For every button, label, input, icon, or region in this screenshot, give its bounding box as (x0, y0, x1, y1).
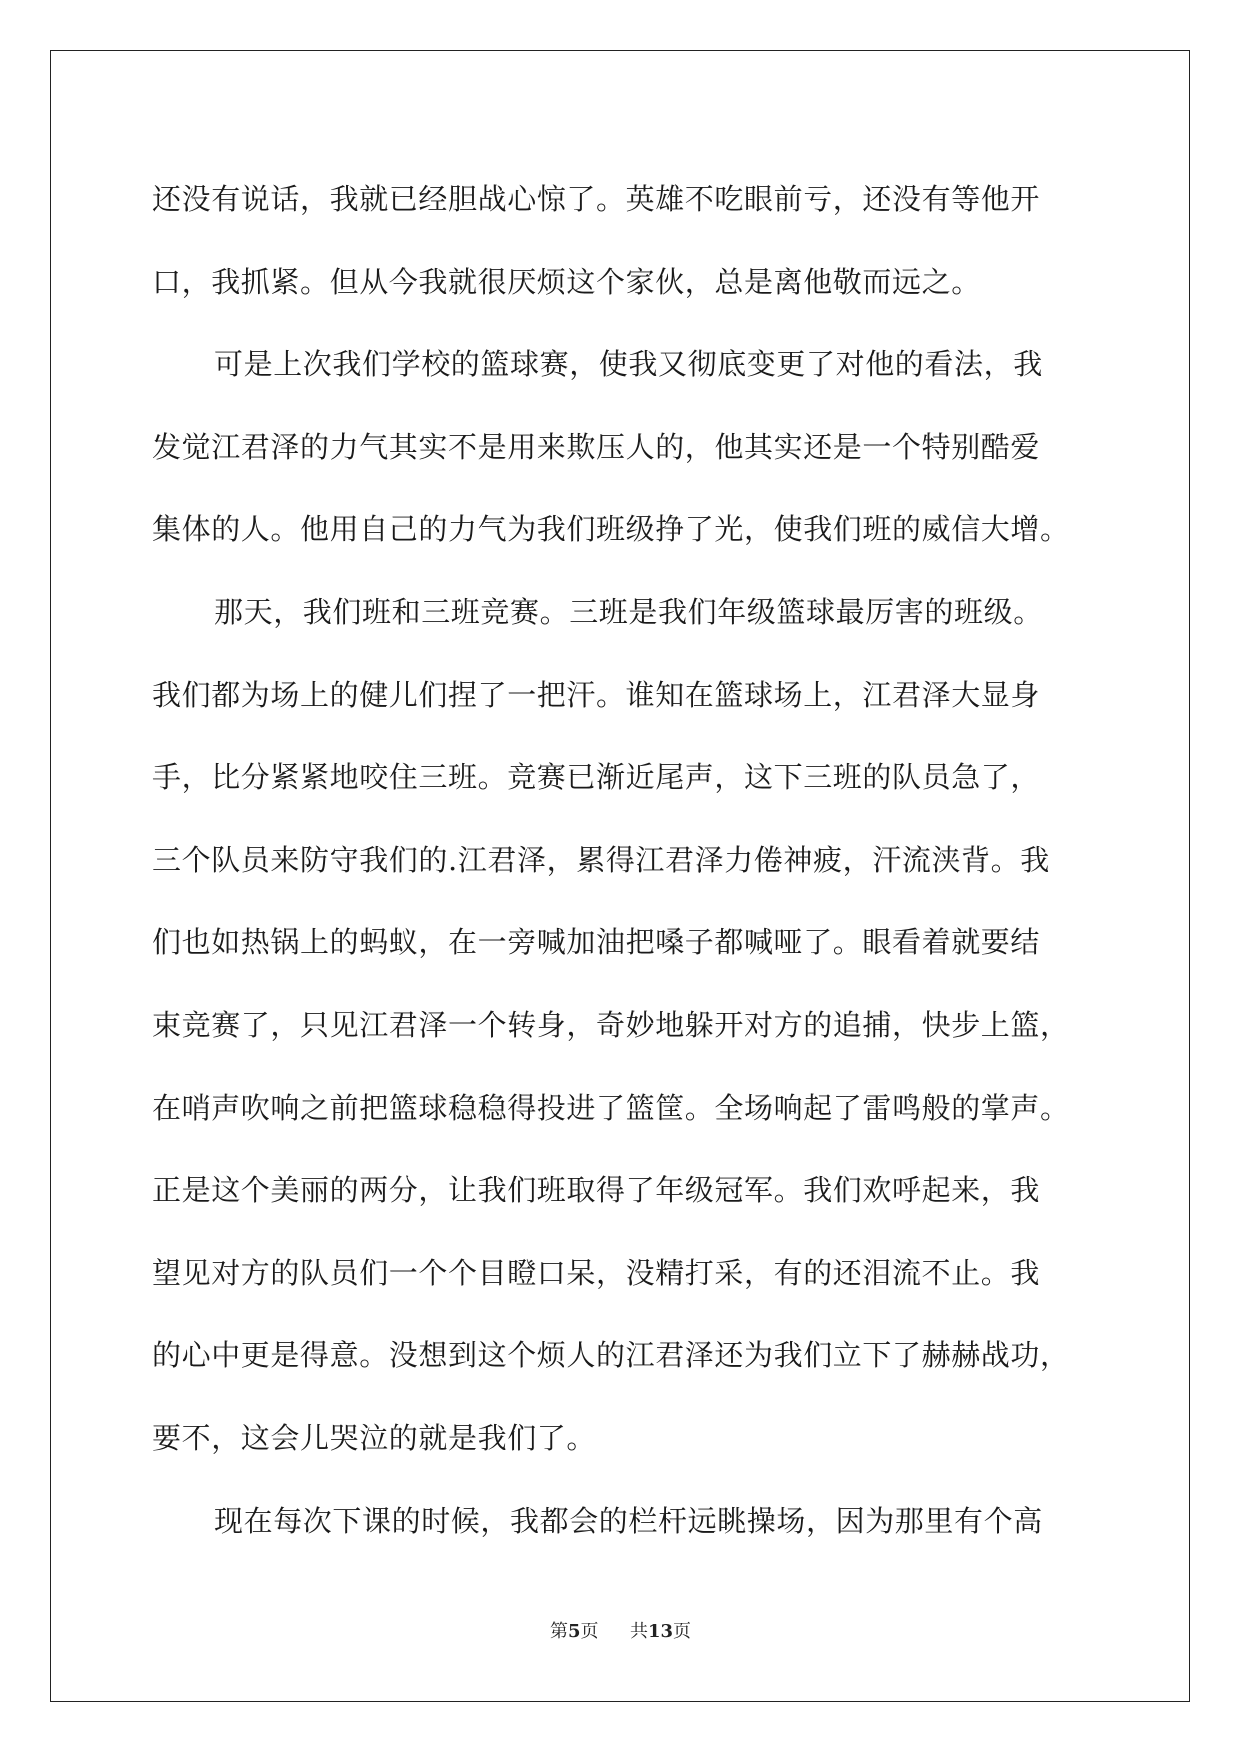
text-line: 三个队员来防守我们的.江君泽，累得江君泽力倦神疲，汗流浃背。我 (152, 842, 1050, 877)
total-pages-label (630, 1621, 691, 1642)
paragraph-start-line: 现在每次下课的时候，我都会的栏杆远眺操场，因为那里有个高 (214, 1503, 1043, 1538)
text-line: 还没有说话，我就已经胆战心惊了。英雄不吃眼前亏，还没有等他开 (152, 182, 1041, 216)
text-line: 我们都为场上的健儿们捏了一把汗。谁知在篮球场上，江君泽大显身 (152, 677, 1041, 712)
paragraph-start-line: 那天，我们班和三班竞赛。三班是我们年级篮球最厉害的班级。 (214, 594, 1043, 629)
text-line: 口，我抓紧。但从今我就很厌烦这个家伙，总是离他敬而远之。 (152, 264, 981, 299)
page-footer (0, 1617, 1241, 1643)
text-line: 发觉江君泽的力气其实不是用来欺压人的，他其实还是一个特别酷爱 (152, 429, 1041, 464)
total-suffix: 页 (673, 1621, 692, 1642)
page-prefix: 第 (549, 1621, 568, 1642)
text-line: 集体的人。他用自己的力气为我们班级挣了光，使我们班的威信大增。 (152, 512, 1070, 547)
text-line: 的心中更是得意。没想到这个烦人的江君泽还为我们立下了赫赫战功， (152, 1338, 1070, 1373)
current-page-number: 5 (567, 1621, 581, 1642)
text-line: 手，比分紧紧地咬住三班。竞赛已渐近尾声，这下三班的队员急了， (152, 760, 1041, 795)
text-line: 在哨声吹响之前把篮球稳稳得投进了篮筐。全场响起了雷鸣般的掌声。 (152, 1090, 1070, 1125)
text-line: 束竞赛了，只见江君泽一个转身，奇妙地躲开对方的追捕，快步上篮， (152, 1007, 1070, 1042)
document-body (152, 158, 1092, 1562)
text-line: 要不，这会儿哭泣的就是我们了。 (152, 1420, 597, 1455)
text-line: 们也如热锅上的蚂蚁，在一旁喊加油把嗓子都喊哑了。眼看着就要结 (152, 925, 1041, 960)
page-number-label (550, 1621, 604, 1642)
page-suffix: 页 (580, 1621, 599, 1642)
paragraph-start-line: 可是上次我们学校的篮球赛，使我又彻底变更了对他的看法，我 (214, 347, 1043, 382)
text-line: 正是这个美丽的两分，让我们班取得了年级冠军。我们欢呼起来，我 (152, 1173, 1041, 1208)
total-pages-number: 13 (647, 1621, 674, 1642)
text-line: 望见对方的队员们一个个目瞪口呆，没精打采，有的还泪流不止。我 (152, 1255, 1041, 1290)
total-prefix: 共 (629, 1621, 648, 1642)
